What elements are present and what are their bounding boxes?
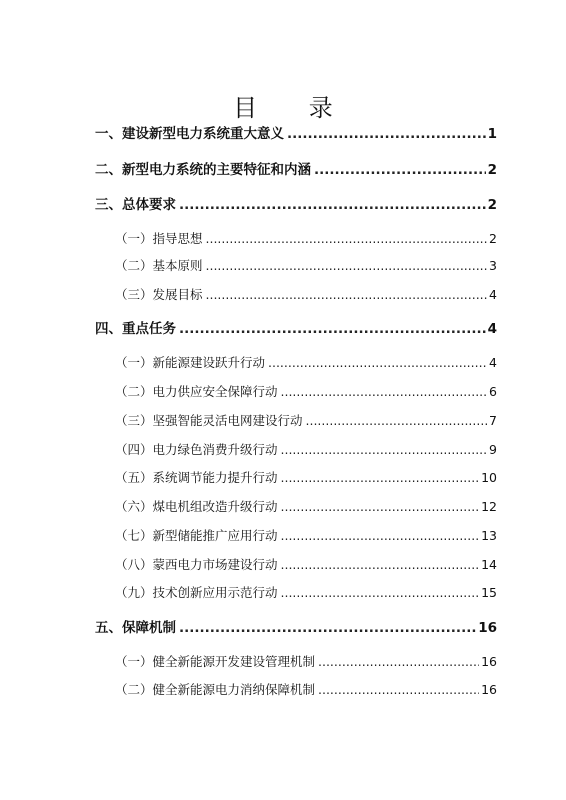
toc-subsection-entry[interactable] xyxy=(115,285,497,305)
toc-page-number: 6 xyxy=(489,384,497,399)
toc-entry-label: 二、新型电力系统的主要特征和内涵 xyxy=(95,162,311,178)
toc-subsection-entry[interactable] xyxy=(115,256,497,276)
toc-entry-label: 四、重点任务 xyxy=(95,321,176,337)
toc-subsection-entry[interactable] xyxy=(115,497,497,517)
toc-dot-leader xyxy=(314,160,486,180)
toc-dot-leader xyxy=(281,497,480,517)
toc-subsection-entry[interactable] xyxy=(115,680,497,700)
toc-page-number: 12 xyxy=(481,499,497,514)
toc-entry-label: 五、保障机制 xyxy=(95,620,176,636)
toc-entry-label: （一）新能源建设跃升行动 xyxy=(115,355,266,370)
toc-section-entry[interactable] xyxy=(95,618,497,638)
toc-dot-leader xyxy=(306,411,487,431)
toc-subsection-entry[interactable] xyxy=(115,440,497,460)
toc-page-number: 15 xyxy=(481,585,497,600)
toc-dot-leader xyxy=(179,195,486,215)
toc-page-number: 16 xyxy=(481,682,497,697)
toc-entry-label: （六）煤电机组改造升级行动 xyxy=(115,499,278,514)
toc-dot-leader xyxy=(268,353,487,373)
toc-dot-leader xyxy=(287,124,486,144)
toc-entry-label: （一）健全新能源开发建设管理机制 xyxy=(115,654,316,669)
toc-page-number: 10 xyxy=(481,470,497,485)
toc-entry-label: （五）系统调节能力提升行动 xyxy=(115,470,278,485)
toc-dot-leader xyxy=(318,652,479,672)
toc-page-number: 16 xyxy=(478,620,497,636)
toc-title: 目 录 xyxy=(233,94,355,122)
toc-entry-label: （二）电力供应安全保障行动 xyxy=(115,384,278,399)
toc-subsection-entry[interactable] xyxy=(115,526,497,546)
toc-dot-leader xyxy=(281,468,480,488)
toc-entry-label: （一）指导思想 xyxy=(115,231,203,246)
toc-dot-leader xyxy=(281,583,480,603)
toc-subsection-entry[interactable] xyxy=(115,353,497,373)
toc-page-number: 7 xyxy=(489,413,497,428)
toc-page-number: 16 xyxy=(481,654,497,669)
toc-entry-label: （九）技术创新应用示范行动 xyxy=(115,585,278,600)
toc-dot-leader xyxy=(206,256,487,276)
toc-dot-leader xyxy=(179,618,476,638)
toc-subsection-entry[interactable] xyxy=(115,652,497,672)
toc-page-number: 2 xyxy=(489,231,497,246)
toc-page-number: 2 xyxy=(487,197,497,213)
toc-dot-leader xyxy=(281,440,487,460)
toc-subsection-entry[interactable] xyxy=(115,229,497,249)
toc-entry-label: （二）基本原则 xyxy=(115,258,203,273)
toc-page-number: 2 xyxy=(487,162,497,178)
toc-section-entry[interactable] xyxy=(95,124,497,144)
toc-subsection-entry[interactable] xyxy=(115,382,497,402)
toc-dot-leader xyxy=(206,285,487,305)
toc-page-number: 4 xyxy=(487,321,497,337)
toc-dot-leader xyxy=(281,382,487,402)
toc-page-number: 4 xyxy=(489,287,497,302)
toc-section-entry[interactable] xyxy=(95,160,497,180)
toc-entry-label: （八）蒙西电力市场建设行动 xyxy=(115,557,278,572)
toc-entry-label: （三）坚强智能灵活电网建设行动 xyxy=(115,413,303,428)
toc-subsection-entry[interactable] xyxy=(115,555,497,575)
toc-entry-label: 三、总体要求 xyxy=(95,197,176,213)
toc-entry-label: （四）电力绿色消费升级行动 xyxy=(115,442,278,457)
toc-page-number: 9 xyxy=(489,442,497,457)
toc-dot-leader xyxy=(206,229,487,249)
toc-entry-label: （三）发展目标 xyxy=(115,287,203,302)
toc-entry-label: （七）新型储能推广应用行动 xyxy=(115,528,278,543)
toc-section-entry[interactable] xyxy=(95,319,497,339)
toc-page-number: 3 xyxy=(489,258,497,273)
toc-dot-leader xyxy=(179,319,486,339)
toc-page-number: 4 xyxy=(489,355,497,370)
toc-dot-leader xyxy=(281,526,480,546)
toc-page-number: 14 xyxy=(481,557,497,572)
toc-entry-label: 一、建设新型电力系统重大意义 xyxy=(95,126,284,142)
toc-subsection-entry[interactable] xyxy=(115,468,497,488)
toc-subsection-entry[interactable] xyxy=(115,411,497,431)
toc-subsection-entry[interactable] xyxy=(115,583,497,603)
toc-section-entry[interactable] xyxy=(95,195,497,215)
toc-page-number: 1 xyxy=(487,126,497,142)
toc-entry-label: （二）健全新能源电力消纳保障机制 xyxy=(115,682,316,697)
toc-dot-leader xyxy=(318,680,479,700)
toc-dot-leader xyxy=(281,555,480,575)
toc-page-number: 13 xyxy=(481,528,497,543)
